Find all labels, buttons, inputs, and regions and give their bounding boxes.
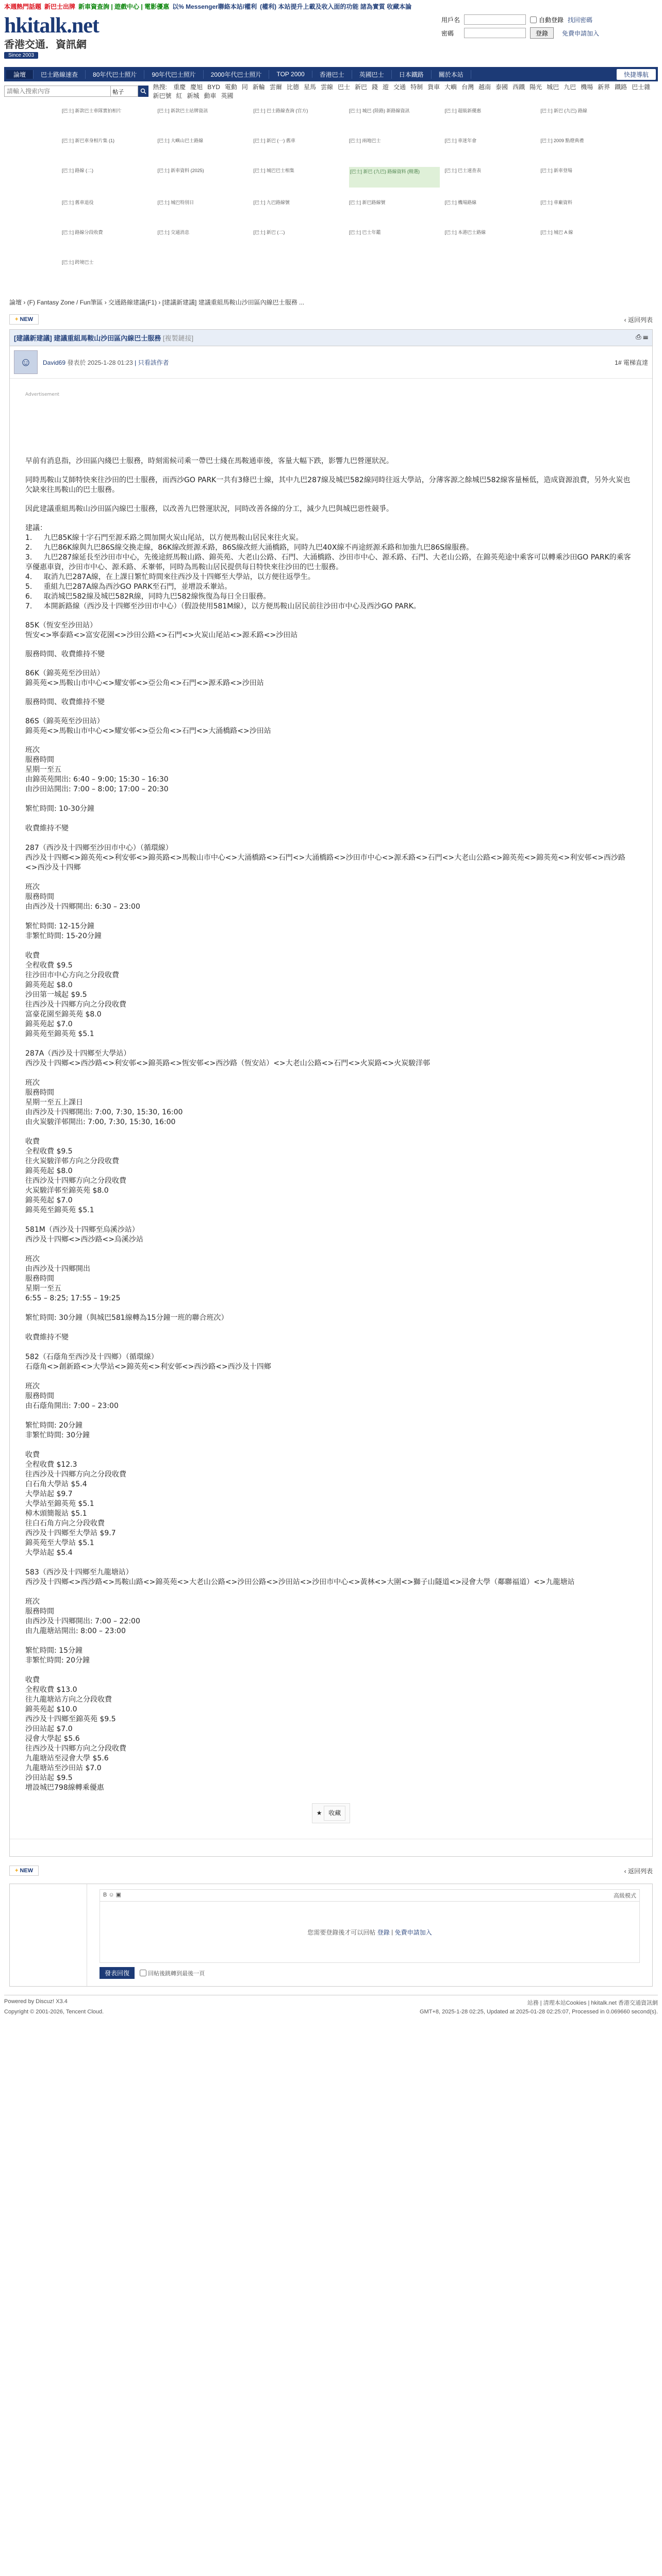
schedule-line: 西沙及十四鄉至錦英苑 $9.5 [25, 1715, 116, 1723]
schedule-line [25, 873, 637, 883]
schedule-line [25, 941, 637, 951]
schedule-text [25, 745, 637, 1793]
schedule-line: 白石角大學站 $5.4 [25, 1480, 87, 1488]
schedule-line: 收費 [25, 1138, 40, 1146]
password-label: 密碼 [441, 29, 454, 37]
nav-item-8[interactable]: 日本鐵路 [392, 70, 432, 79]
ad-link[interactable]: [巴士] 新巴 (九巴) 路線 [540, 108, 587, 113]
post [9, 329, 653, 1857]
post-date: 發表於 2025-1-28 01:23 [67, 359, 133, 366]
bottom-actionbar [9, 1864, 653, 1877]
post-intro [25, 456, 637, 514]
forgot-password-link[interactable]: 找回密碼 [568, 16, 593, 24]
route-block [25, 717, 637, 736]
plus-icon: + [15, 1868, 19, 1874]
reply-editor [87, 1884, 652, 1986]
ad-link[interactable]: [巴士] 新車登場 [540, 168, 572, 173]
schedule-line: 由九龍塘站開出: 8:00 – 23:00 [25, 1627, 126, 1635]
reply-separator: | [391, 1928, 393, 1936]
schedule-line: 非繁忙時間: 30分鐘 [25, 1431, 90, 1439]
schedule-line [25, 814, 637, 824]
editor-tools[interactable]: B ☺ ▣ [103, 1892, 122, 1898]
schedule-line: 錦英苑至大學站 $5.1 [25, 1539, 94, 1547]
quick-nav-button[interactable]: 快捷導航 [617, 69, 656, 80]
advertisement-label: Advertisement [25, 392, 60, 397]
ad-link[interactable]: [巴士] 超級新優惠 [444, 108, 482, 113]
schedule-line: 班次 [25, 1079, 40, 1087]
route-block [25, 621, 637, 659]
route-path: 錦英苑<>馬鞍山市中心<>耀安邨<>亞公角<>石門<>大涌橋路<>沙田站 [25, 727, 271, 735]
schedule-line [25, 1069, 637, 1078]
favourite-row [25, 1803, 637, 1823]
schedule-line: 往西沙及十四鄉方向之分段收費 [25, 1001, 126, 1009]
footer-links[interactable]: 站務 | 清理本站Cookies | hkitalk.net 香港交通資訊網 [527, 2000, 658, 2006]
schedule-line: 收費 [25, 1451, 40, 1459]
schedule-line: 西沙及十四鄉至大學站 $9.7 [25, 1529, 116, 1537]
advertisement-block [25, 410, 637, 456]
ad-link[interactable]: [巴士] 巴士年鑑 [349, 230, 381, 235]
schedule-line: 6:55 – 8:25; 17:55 – 19:25 [25, 1294, 121, 1302]
ad-link[interactable]: [巴士] 舊車退役 [62, 200, 94, 205]
schedule-line: 由石蔭角開出: 7:00 – 23:00 [25, 1402, 119, 1410]
schedule-line: 往沙田市中心方向之分段收費 [25, 971, 119, 979]
hot-search-item[interactable]: 新城 [187, 92, 200, 99]
hot-search-item[interactable]: 新巴 [355, 83, 368, 91]
hot-search-item[interactable]: 錢 [372, 83, 378, 91]
hot-search-item[interactable]: 電動 [224, 83, 237, 91]
proposal-item: 3. 九巴287線延長至沙田市中心，先後途經馬鞍山路、錦英苑、大老山公路、石門、大涌橋路、沙田市中心、源禾路、石門、大老山公路，在錦英苑途中乘客可以轉乘沙田GO PARK的乘客享優惠車資，沙田市中心、源禾路、禾輋邨，同時為馬鞍山居民提供每日特快來往沙田的巴士服務。 [25, 553, 631, 571]
schedule-line: 582（石蔭角至西沙及十四鄉）（循環線） [25, 1353, 158, 1361]
jump-last-checkbox[interactable] [140, 1970, 146, 1976]
promo-link-1[interactable]: 新巴士出牌 [44, 3, 76, 10]
ad-link[interactable]: [巴士] 機場路線 [444, 200, 477, 205]
hot-search-item[interactable]: 陽光 [529, 83, 542, 91]
favourite-button[interactable]: ★ 收藏 [312, 1803, 351, 1823]
schedule-line: 收費維持不變 [25, 1333, 69, 1342]
ad-link-featured[interactable]: [巴士] 新巴 (九巴) 路線資料 (精選) [349, 167, 440, 188]
schedule-line: 往西沙及十四鄉方向之分段收費 [25, 1744, 126, 1753]
schedule-line: 由西沙及十四鄉開出 [25, 1265, 90, 1273]
ad-link[interactable]: [巴士] 新款巴士車隊實拍相片 [62, 108, 122, 113]
submit-row [100, 1967, 640, 1979]
schedule-line: 往白石角方向之分段收費 [25, 1519, 105, 1528]
route-title: 86K（錦英苑至沙田站） [25, 669, 104, 677]
hot-search-item[interactable]: 貨車 [427, 83, 440, 91]
ad-link[interactable]: [巴士] 交通消息 [157, 230, 190, 235]
schedule-line: 繁忙時間: 12-15分鐘 [25, 922, 94, 930]
route-list [25, 621, 637, 736]
hot-label: 熱搜: [153, 83, 167, 91]
post-meta [10, 346, 652, 379]
hot-search-item[interactable]: 雲線 [320, 83, 333, 91]
schedule-line: 由火炭駿洋邨開出: 7:00, 7:30, 15:30, 16:00 [25, 1118, 176, 1126]
schedule-line [25, 1039, 637, 1049]
schedule-line: 錦英苑至錦英苑 $5.1 [25, 1206, 94, 1214]
route-note: 服務時間、收費維持不變 [25, 698, 105, 706]
post-title-bar [10, 330, 652, 346]
schedule-line: 錦英苑起 $7.0 [25, 1196, 73, 1205]
schedule-line: 非繁忙時間: 20分鐘 [25, 1656, 90, 1665]
hot-search-item[interactable]: 紅 [176, 92, 183, 99]
new-thread-button[interactable] [9, 314, 39, 325]
proposal-list [25, 533, 637, 612]
ad-link[interactable]: [巴士] 新巴 (一) 舊車 [253, 138, 295, 143]
schedule-line: 錦英苑起 $8.0 [25, 981, 73, 989]
schedule-line [25, 1343, 637, 1352]
hot-search-item[interactable]: 城巴 [547, 83, 559, 91]
proposal-item: 7. 本開新路線（西沙及十四鄉至沙田市中心）（假設使用581M線），以方便馬鞍山居民前往沙田市中心及西沙GO PARK。 [25, 602, 421, 611]
schedule-line: 增設城巴798線轉乘優惠 [25, 1784, 104, 1792]
schedule-line: 583（西沙及十四鄉至九龍塘站） [25, 1568, 133, 1577]
route-path: 恆安<>寧泰路<>富安花園<>沙田公路<>石門<>火炭山尾站<>源禾路<>沙田站 [25, 631, 298, 639]
ad-link[interactable]: [巴士] 車迷年會 [444, 138, 477, 143]
schedule-line [25, 1558, 637, 1568]
ad-link[interactable]: [巴士] 本港巴士路線 [444, 230, 486, 235]
schedule-line: 九龍塘站至沙田站 $7.0 [25, 1764, 102, 1772]
ad-link[interactable]: [巴士] 城巴特別日 [157, 200, 194, 205]
schedule-line: 錦英苑起 $8.0 [25, 1167, 73, 1175]
ad-link[interactable]: [巴士] 車廠資料 [540, 200, 572, 205]
login-button[interactable]: 登錄 [530, 27, 554, 39]
ad-link[interactable]: [巴士] 城巴巴士相集 [253, 168, 294, 173]
ad-link-grid [62, 107, 631, 277]
powered-by: Powered by Discuz! X3.4 [4, 1998, 68, 2005]
hot-search [153, 82, 658, 100]
only-author-link[interactable]: 只看該作者 [138, 359, 169, 366]
remember-label: 自動登錄 [539, 16, 564, 24]
schedule-line: 星期一至五 [25, 1284, 61, 1293]
jump-floor-link[interactable]: 電梯直達 [623, 359, 648, 366]
proposal-item: 2. 九巴86K線與九巴86S線交換走線，86K線改經源禾路，86S線改經大涌橋路，同時九巴40X線不再途經源禾路和加強九巴86S線服務。 [25, 544, 474, 552]
schedule-line [25, 1411, 637, 1421]
search-input[interactable] [4, 86, 111, 97]
schedule-line: 繁忙時間: 30分鐘（與城巴581線轉為15分鐘一班的聯合班次） [25, 1314, 228, 1322]
back-label-bottom: 返回列表 [627, 1867, 653, 1875]
hot-search-item[interactable]: 大嶼 [444, 83, 457, 91]
ad-link[interactable]: [巴士] 大嶼山巴士路線 [157, 138, 204, 143]
hot-search-item[interactable]: 新巴號 [153, 92, 172, 99]
schedule-line: 287A（西沙及十四鄉至大學站） [25, 1049, 131, 1058]
advanced-mode-link[interactable]: 高級模式 [614, 1893, 636, 1899]
ad-link[interactable]: [巴士] 新款巴士站牌資訊 [157, 108, 208, 113]
logo-badge: Since 2003 [4, 52, 38, 59]
avatar[interactable]: ☺ [14, 350, 38, 374]
intro-paragraph: 因此建議重組馬鞍山沙田區內線巴士服務，以改善九巴營運狀況，同時改善各線的分工，減少九巴與城巴惡性競爭。 [25, 505, 393, 513]
reply-textarea[interactable] [100, 1901, 640, 1963]
schedule-line: 樟木頭簡報站 $5.1 [25, 1510, 87, 1518]
schedule-line [25, 1303, 637, 1313]
route-title: 85K（恆安至沙田站） [25, 621, 97, 630]
hot-search-item[interactable]: 九巴 [564, 83, 576, 91]
intro-paragraph: 早前有消息指，沙田區內綫巴士服務，時刻需候司乘一帶巴士綫在馬鞍通車後，客量大幅下跌，影響九巴營運狀況。 [25, 457, 393, 465]
nav-item-2[interactable]: 80年代巴士照片 [86, 70, 144, 79]
hot-search-item[interactable]: 特制 [410, 83, 423, 91]
post-info: David69 發表於 2025-1-28 01:23 | 只看該作者 [43, 359, 169, 366]
schedule-line [25, 912, 637, 922]
nav-item-1[interactable]: 巴士路線速查 [34, 70, 86, 79]
schedule-line: 服務時間 [25, 1607, 54, 1616]
server-time: GMT+8, 2025-1-28 02:25, Updated at 2025-01-28 02:25:07, Processed in 0.069660 second(s). [420, 2009, 658, 2015]
schedule-line: 全程收費 $9.5 [25, 1147, 73, 1156]
schedule-line [25, 794, 637, 804]
route-note: 服務時間、收費維持不變 [25, 650, 105, 658]
intro-paragraph: 同時馬鞍山艾師特快來往沙田的巴士服務，而西沙GO PARK一共有3條巴士線，其中九巴287線及城巴582線同時往返大學站，分薄客源之餘城巴582線客量極低，造成資源浪費，另外火炭也欠缺來往馬鞍山的巴士服務。 [25, 476, 631, 494]
schedule-line [25, 1587, 637, 1597]
hot-search-item[interactable]: 星馬 [303, 83, 316, 91]
floor-number: 1# [615, 359, 622, 366]
schedule-line: 往火炭駿洋邨方向之分段收費 [25, 1157, 119, 1165]
hot-search-item[interactable]: 巴士雜 [632, 83, 651, 91]
schedule-line: 沙田站起 $9.5 [25, 1774, 73, 1782]
schedule-line [25, 1666, 637, 1675]
hot-search-item[interactable]: 巴士 [337, 83, 350, 91]
hot-search-item[interactable]: 英國 [221, 92, 234, 99]
schedule-line: 服務時間 [25, 1089, 54, 1097]
schedule-line: 沙田第一城起 $9.5 [25, 991, 87, 999]
schedule-line: 班次 [25, 883, 40, 891]
schedule-line: 往西沙及十四鄉方向之分段收費 [25, 1177, 126, 1185]
ad-link[interactable]: [巴士] 新車資料 (2025) [157, 168, 204, 173]
proposal-item: 4. 取消九巴287A線，在上課日繁忙時間來往西沙及十四鄉至大學站，以方便往返學生。 [25, 573, 315, 581]
hot-search-item[interactable]: 新界 [598, 83, 610, 91]
hot-search-item[interactable]: 西鐵 [512, 83, 525, 91]
schedule-line: 星期一至五上課日 [25, 1098, 83, 1107]
schedule-line [25, 834, 637, 843]
ad-link[interactable]: [巴士] 跨境巴士 [62, 260, 94, 265]
copyright: Copyright © 2001-2026, Tencent Cloud. [4, 2009, 104, 2015]
schedule-line: 服務時間 [25, 1392, 54, 1400]
nav-item-9[interactable]: 關於本站 [432, 70, 471, 79]
reply-box [9, 1884, 653, 1987]
hot-search-item[interactable]: 鐵路 [615, 83, 627, 91]
hot-search-item[interactable]: 遊 [383, 83, 389, 91]
ad-link[interactable]: [巴士] 路線 (二) [62, 168, 93, 173]
proposal-item: 6. 取消城巴582線及城巴582R線，同時九巴582線恢復為每日全日服務。 [25, 592, 271, 601]
schedule-line: 沙田站起 $7.0 [25, 1725, 73, 1733]
schedule-line [25, 1323, 637, 1333]
schedule-line: 服務時間 [25, 756, 54, 764]
schedule-line: 全程收費 $12.3 [25, 1461, 77, 1469]
new-thread-button-bottom[interactable] [9, 1866, 39, 1876]
hot-search-item[interactable]: 新輪 [252, 83, 265, 91]
nav-item-3[interactable]: 90年代巴士照片 [144, 70, 203, 79]
proposal-item: 1. 九巴85K線十字石門至源禾路之間加開火炭山尾站，以方便馬鞍山居民來往火炭。 [25, 534, 303, 542]
schedule-line: 非繁忙時間: 15-20分鐘 [25, 932, 102, 940]
promo-link-4[interactable]: (權利) 本站提升上載及收入面的功能 諸為實質 收藏本論 [260, 3, 412, 10]
schedule-line: 班次 [25, 1598, 40, 1606]
logo-title: hkitalk.net [4, 14, 99, 38]
schedule-line: 全程收費 $9.5 [25, 961, 73, 970]
back-to-list-link-bottom[interactable]: ‹ 返回列表 [624, 1867, 653, 1875]
hot-search-item[interactable]: 重慶 [173, 83, 186, 91]
nav-item-6[interactable]: 香港巴士 [312, 70, 352, 79]
register-link[interactable]: 免費申請加入 [562, 29, 600, 37]
schedule-line [25, 1372, 637, 1382]
promo-link-0[interactable]: 本週熱門話題 [4, 3, 42, 10]
post-footer [10, 1839, 652, 1856]
schedule-line: 火炭駿洋邨至錦英苑 $8.0 [25, 1187, 109, 1195]
schedule-line: 錦英苑起 $7.0 [25, 1020, 73, 1028]
schedule-line: 繁忙時間: 15分鐘 [25, 1647, 82, 1655]
ad-link[interactable]: [巴士] 2009 點燈典禮 [540, 138, 584, 143]
schedule-line: 錦英苑至錦英苑 $5.1 [25, 1030, 94, 1038]
post-content [10, 379, 652, 1839]
ad-link[interactable]: [巴士] 新巴路線號 [349, 200, 386, 205]
username-input[interactable] [464, 14, 526, 25]
route-path: 錦英苑<>馬鞍山市中心<>耀安邨<>亞公角<>石門<>源禾路<>沙田站 [25, 679, 264, 687]
hot-search-item[interactable]: 動車 [204, 92, 217, 99]
post-floor [615, 358, 648, 367]
schedule-line: 錦英苑起 $10.0 [25, 1705, 77, 1714]
schedule-line: 往九龍塘站方向之分段收費 [25, 1696, 112, 1704]
reply-register-link[interactable]: 免費申請加入 [394, 1928, 432, 1936]
schedule-line [25, 1245, 637, 1255]
schedule-line: 西沙及十四鄉<>錦英苑<>利安邨<>錦英路<>馬鞍山市中心<>大涌橋路<>石門<>大涌橋路<>沙田市中心<>源禾路<>石門<>大老山公路<>錦英苑<>錦英苑<>利安邨<>西沙路<>西沙及十四鄉 [25, 854, 625, 872]
hot-search-item[interactable]: 機場 [581, 83, 593, 91]
schedule-line: 星期一至五 [25, 766, 61, 774]
search-button[interactable] [138, 86, 149, 97]
site-header [0, 11, 662, 67]
hot-search-item[interactable]: 慶旭 [190, 83, 203, 91]
back-to-list-link[interactable]: ‹ 返回列表 [624, 316, 653, 324]
schedule-line: 西沙及十四鄉<>西沙路<>利安邨<>錦英路<>恆安邨<>西沙路（恆安站）<>大老山公路<>石門<>火炭路<>火炭駿洋邨 [25, 1059, 431, 1067]
password-input[interactable] [464, 28, 526, 38]
reply-avatar-column [10, 1884, 87, 1986]
hot-search-item[interactable]: 同 [241, 83, 248, 91]
schedule-line: 往西沙及十四鄉方向之分段收費 [25, 1470, 126, 1479]
ad-link[interactable]: [巴士] 巴士速查表 [444, 168, 482, 173]
schedule-line: 服務時間 [25, 1275, 54, 1283]
hot-search-item[interactable]: 台灣 [461, 83, 474, 91]
ad-link[interactable]: [巴士] 九巴路線號 [253, 200, 290, 205]
schedule-line [25, 1440, 637, 1450]
promo-bar [0, 0, 662, 11]
promo-link-3[interactable]: 以% Messenger聯絡本站/權利 [172, 3, 257, 10]
schedule-line: 大學站起 $9.7 [25, 1490, 73, 1498]
logo-subtitle: 香港交通．資訊網 [4, 39, 87, 50]
hot-search-item[interactable]: 越南 [478, 83, 491, 91]
schedule-line: 由西沙及十四鄉開出: 7:00 – 22:00 [25, 1617, 140, 1625]
ad-link[interactable]: [巴士] 新巴 (二) [253, 230, 285, 235]
breadcrumb[interactable]: 論壇 › (F) Fantasy Zone / Fun筆區 › 交通路線建議(F1) › [建議新建議] 建議重組馬鞍山沙田區內線巴士服務 ... [9, 299, 305, 306]
search-scope-select[interactable]: 帖子 [111, 86, 138, 97]
nav-item-0[interactable]: 論壇 [6, 70, 34, 79]
route-title: 86S（錦英苑至沙田站） [25, 717, 104, 725]
hot-search-item[interactable]: BYD [207, 83, 220, 91]
ad-link[interactable]: [巴士] 城巴 A 線 [540, 230, 573, 235]
reply-toolbar [100, 1889, 640, 1901]
username-label: 用戶名 [441, 16, 460, 24]
site-footer [4, 1995, 658, 2015]
schedule-line: 服務時間 [25, 893, 54, 901]
ad-link[interactable]: [巴士] 巴士路線查詢 (官方) [253, 108, 308, 113]
schedule-line: 收費維持不變 [25, 824, 69, 833]
top-actionbar [9, 313, 653, 326]
schedule-line: 富豪花園至錦英苑 $8.0 [25, 1010, 102, 1019]
schedule-line: 石蔭角<>創新路<>大學站<>錦英苑<>利安邨<>西沙路<>西沙及十四鄉 [25, 1363, 271, 1371]
nav-item-7[interactable]: 英國巴士 [352, 70, 392, 79]
ad-link[interactable]: [巴士] 新巴車身相片集 (1) [62, 138, 115, 143]
schedule-line: 大學站起 $5.4 [25, 1549, 73, 1557]
schedule-line: 西沙及十四鄉<>西沙路<>烏溪沙站 [25, 1235, 143, 1244]
login-prompt: 您需要登錄後才可以回帖 [307, 1928, 376, 1936]
nav-item-5[interactable]: TOP 2000 [269, 71, 312, 78]
thread [9, 298, 653, 1987]
nav-item-4[interactable]: 2000年代巴士照片 [204, 70, 270, 79]
schedule-line [25, 1127, 637, 1137]
schedule-line: 班次 [25, 1255, 40, 1263]
schedule-line: 班次 [25, 1382, 40, 1391]
reply-login-link[interactable]: 登錄 [377, 1928, 390, 1936]
schedule-line: 大學站至錦英苑 $5.1 [25, 1500, 94, 1508]
schedule-line: 由西沙及十四鄉開出: 7:00, 7:30, 15:30, 16:00 [25, 1108, 183, 1116]
login-form [441, 14, 658, 67]
ad-link[interactable]: [巴士] 路線分段收費 [62, 230, 103, 235]
schedule-line: 繁忙時間: 10-30分鐘 [25, 805, 94, 813]
schedule-line: 繁忙時間: 20分鐘 [25, 1421, 82, 1430]
schedule-line: 由西沙及十四鄉開出: 6:30 – 23:00 [25, 903, 140, 911]
new-thread-label: NEW [20, 316, 34, 323]
schedule-line: 581M（西沙及十四鄉至烏溪沙站） [25, 1226, 139, 1234]
author-name[interactable]: David69 [43, 359, 66, 366]
new-thread-label-bottom: NEW [20, 1868, 34, 1874]
schedule-line: 浸會大學起 $5.6 [25, 1735, 80, 1743]
hot-search-item[interactable]: 比德 [286, 83, 299, 91]
remember-checkbox[interactable] [530, 16, 537, 23]
search-icon [140, 88, 146, 94]
post-title: [建議新建議] 建議重組馬鞍山沙田區內線巴士服務 [14, 334, 161, 342]
hot-search-item[interactable]: 泰國 [495, 83, 508, 91]
schedule-line: 由沙田站開出: 7:00 – 8:00; 17:00 – 20:30 [25, 785, 169, 793]
route-block [25, 669, 637, 707]
schedule-line: 收費 [25, 1676, 40, 1684]
ad-link[interactable]: [巴士] 城巴 (陸路) 新路線資訊 [349, 108, 410, 113]
search-row [4, 84, 658, 98]
hot-search-item[interactable]: 交通 [393, 83, 406, 91]
schedule-line: 由錦英苑開出: 6:40 – 9:00; 15:30 – 16:30 [25, 775, 169, 784]
schedule-line: 九龍塘站至浸會大學 $5.6 [25, 1754, 109, 1762]
submit-reply-button[interactable]: 發表回復 [100, 1967, 135, 1979]
schedule-line [25, 1215, 637, 1225]
main-navbar [4, 67, 658, 81]
hot-search-item[interactable]: 雲爾 [269, 83, 282, 91]
plus-icon: + [15, 316, 19, 323]
site-logo[interactable] [4, 14, 133, 67]
back-label: 返回列表 [627, 316, 653, 324]
ad-link[interactable]: [巴士] 兩地巴士 [349, 138, 381, 143]
schedule-line: 收費 [25, 952, 40, 960]
schedule-line: 班次 [25, 746, 40, 754]
proposal-title: 建議： [25, 524, 47, 532]
proposal-item: 5. 重組九巴287A線為西沙GO PARK至石門，並增設禾輋站。 [25, 583, 232, 591]
schedule-line: 全程收費 $13.0 [25, 1686, 77, 1694]
schedule-line: 西沙及十四鄉<>西沙路<>馬鞍山路<>錦英苑<>大老山公路<>沙田公路<>沙田站<>沙田市中心<>黃林<>大圍<>獅子山隧道<>浸會大學（鄰聯福道）<>九龍塘站 [25, 1578, 575, 1586]
favourite-label: 收藏 [324, 1806, 345, 1821]
copy-link[interactable]: [複製鏈接] [162, 334, 194, 342]
schedule-line [25, 1636, 637, 1646]
schedule-line: 287（西沙及十四鄉至沙田市中心）（循環線） [25, 844, 173, 852]
jump-last-label: 回帖後跳轉到最後一頁 [148, 1970, 205, 1977]
print-icon[interactable]: ⎙ ☰ [636, 333, 648, 341]
promo-link-2[interactable]: 新車資查詢 | 遊戲中心 | 電影優惠 [78, 3, 170, 10]
